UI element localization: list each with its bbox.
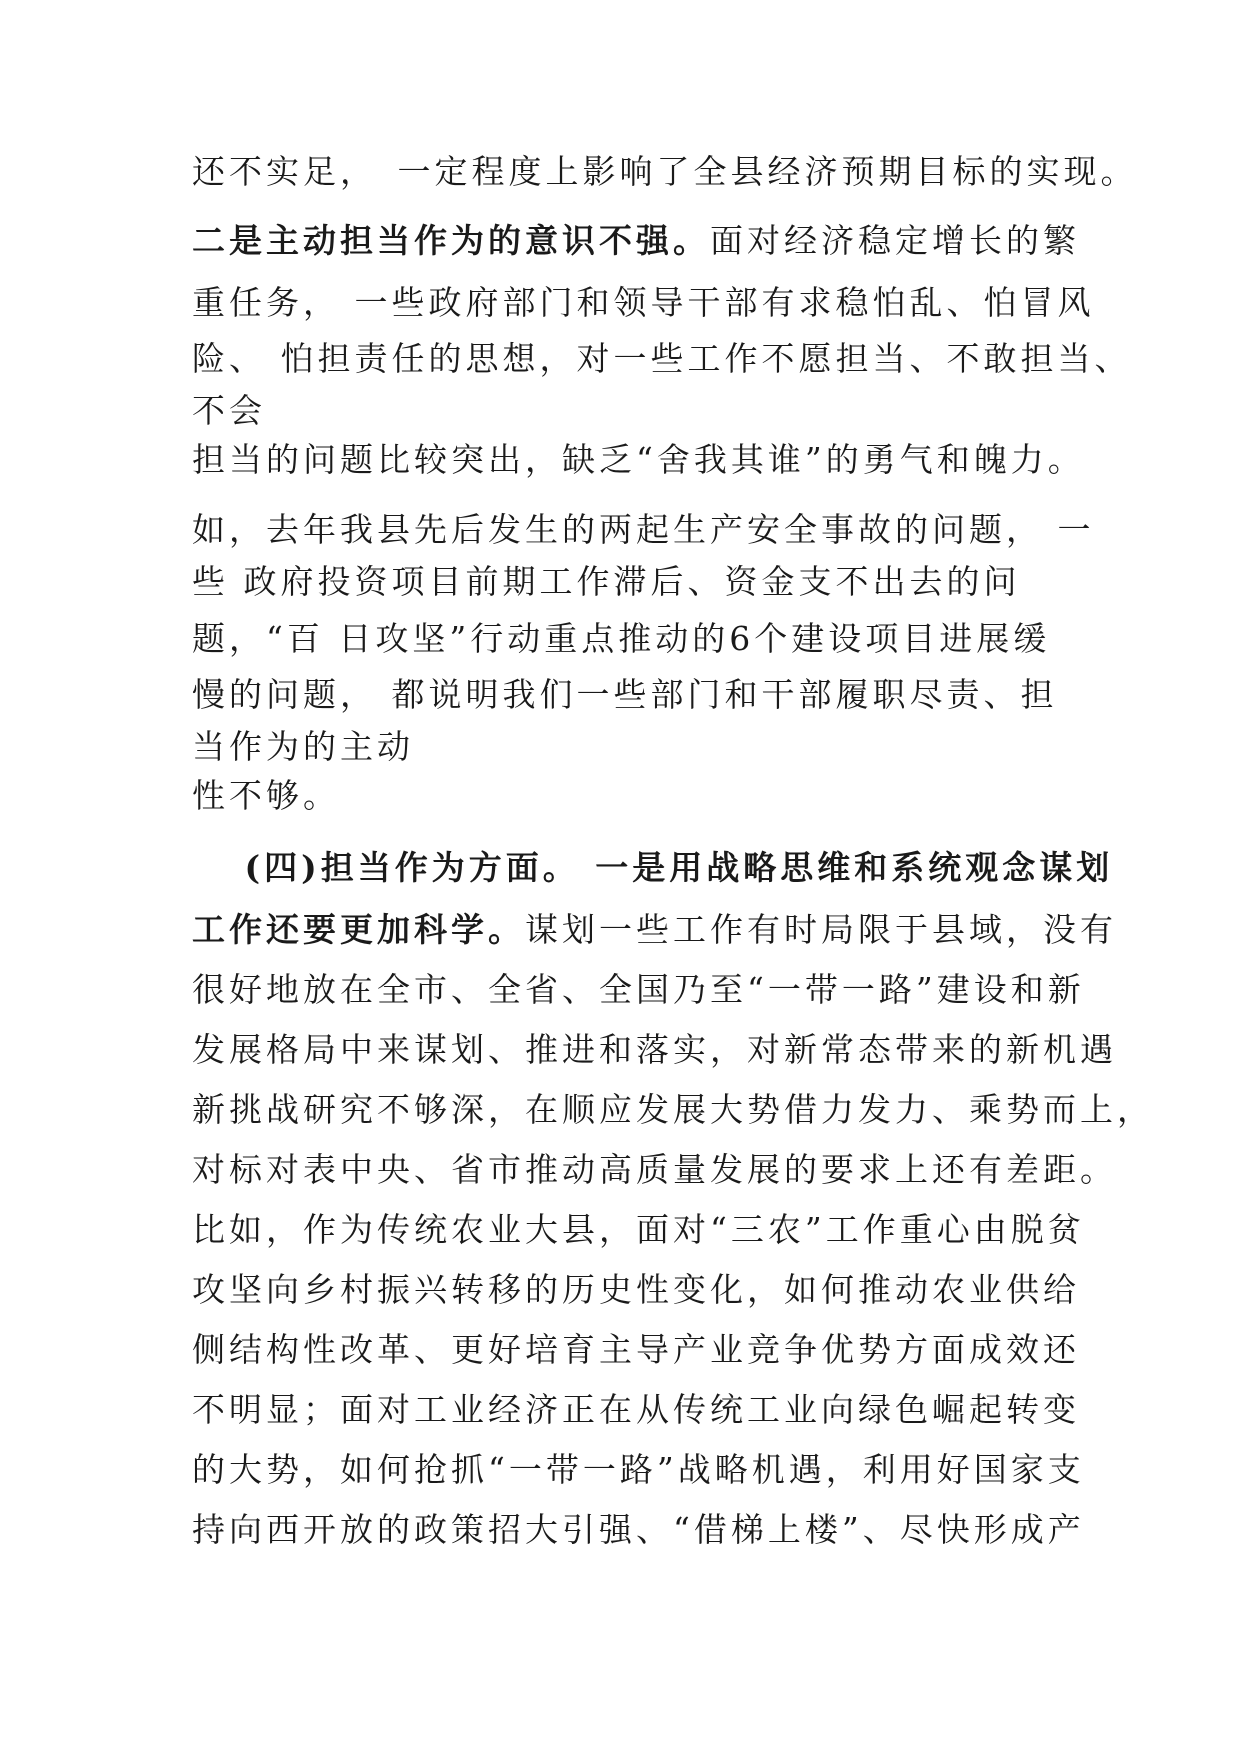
text-line xyxy=(192,1030,1117,1070)
text-segment: 新挑战研究不够深，在顺应发展大势借力发力、乘势而上， xyxy=(192,1090,1154,1129)
text-line xyxy=(192,1450,1085,1490)
text-line xyxy=(192,1390,1080,1430)
text-segment: 还不实足， 一定程度上影响了全县经济预期目标的实现。 xyxy=(192,152,1138,191)
text-segment: 面对经济稳定增长的繁 xyxy=(710,221,1080,260)
text-line xyxy=(192,339,1132,379)
text-segment: 谋划一些工作有时局限于县域，没有 xyxy=(525,910,1117,949)
text-line xyxy=(192,1510,1085,1550)
text-segment: 如，去年我县先后发生的两起生产安全事故的问题， 一 xyxy=(192,510,1095,549)
section-heading-line xyxy=(192,848,1113,888)
text-line xyxy=(192,675,1058,715)
text-segment: 重任务， 一些政府部门和领导干部有求稳怕乱、怕冒风 xyxy=(192,283,1095,322)
text-line xyxy=(192,727,414,767)
text-line xyxy=(192,391,266,431)
bold-heading-segment: 工作还要更加科学。 xyxy=(192,910,525,949)
text-segment: 不会 xyxy=(192,391,266,430)
text-line xyxy=(192,283,1095,323)
text-line xyxy=(192,1090,1154,1130)
text-line xyxy=(192,970,1085,1010)
text-line xyxy=(192,1270,1080,1310)
text-line xyxy=(192,776,340,816)
text-line xyxy=(192,440,1085,480)
text-line xyxy=(192,510,1095,550)
text-segment: 不明显；面对工业经济正在从传统工业向绿色崛起转变 xyxy=(192,1390,1080,1429)
text-segment: 对标对表中央、省市推动高质量发展的要求上还有差距。 xyxy=(192,1150,1117,1189)
text-segment: 发展格局中来谋划、推进和落实，对新常态带来的新机遇 xyxy=(192,1030,1117,1069)
text-line xyxy=(192,1150,1117,1190)
text-segment: 攻坚向乡村振兴转移的历史性变化，如何推动农业供给 xyxy=(192,1270,1080,1309)
text-segment: 很好地放在全市、全省、全国乃至“一带一路”建设和新 xyxy=(192,970,1085,1009)
text-line xyxy=(192,1210,1085,1250)
text-segment: 性不够。 xyxy=(192,776,340,815)
text-segment: 险、 怕担责任的思想，对一些工作不愿担当、不敢担当、 xyxy=(192,339,1132,378)
text-segment: 题，“百 日攻坚”行动重点推动的6个建设项目进展缓 xyxy=(192,619,1051,658)
bold-heading-segment: 二是主动担当作为的意识不强。 xyxy=(192,221,710,260)
text-segment: 当作为的主动 xyxy=(192,727,414,766)
text-line xyxy=(192,619,1050,659)
text-line xyxy=(192,910,1117,950)
text-line xyxy=(192,152,1138,192)
text-segment: 比如，作为传统农业大县，面对“三农”工作重心由脱贫 xyxy=(192,1210,1085,1249)
text-segment: 担当的问题比较突出，缺乏“舍我其谁”的勇气和魄力。 xyxy=(192,440,1085,479)
text-segment: 些 政府投资项目前期工作滞后、资金支不出去的问 xyxy=(192,562,1021,601)
bold-heading-segment: (四)担当作为方面。 一是用战略思维和系统观念谋划 xyxy=(192,848,1114,887)
text-segment: 慢的问题， 都说明我们一些部门和干部履职尽责、担 xyxy=(192,675,1058,714)
text-line xyxy=(192,1330,1080,1370)
text-segment: 持向西开放的政策招大引强、“借梯上楼”、尽快形成产 xyxy=(192,1510,1085,1549)
text-segment: 侧结构性改革、更好培育主导产业竞争优势方面成效还 xyxy=(192,1330,1080,1369)
text-line xyxy=(192,562,1021,602)
text-segment: 的大势，如何抢抓“一带一路”战略机遇，利用好国家支 xyxy=(192,1450,1085,1489)
text-line xyxy=(192,221,1080,261)
